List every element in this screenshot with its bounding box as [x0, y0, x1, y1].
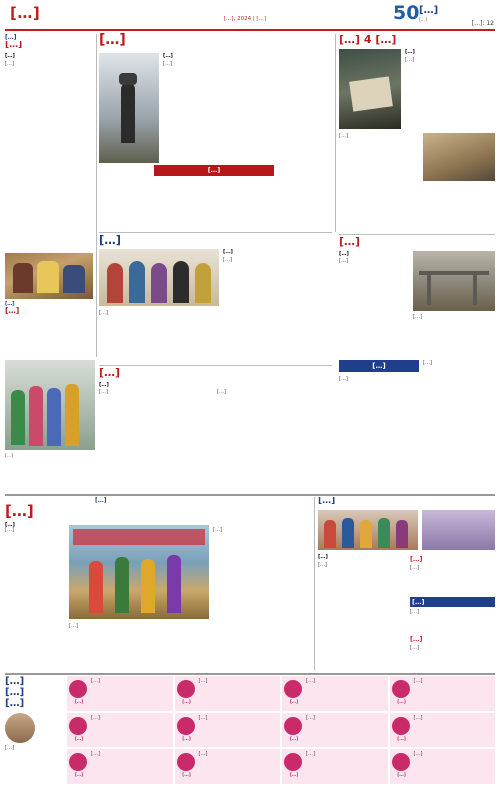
zodiac-icon — [177, 680, 195, 698]
zodiac-icon — [392, 680, 410, 698]
s6-body-2: […] — [217, 389, 226, 395]
zodiac-text: […] — [198, 751, 208, 758]
s7-kicker: […] — [95, 497, 107, 504]
story-top-center — [99, 33, 332, 190]
masthead-rule — [5, 29, 495, 31]
zodiac-text: […] — [198, 678, 208, 684]
brand-tagline: […] — [419, 18, 428, 23]
zodiac-text: […] — [91, 678, 100, 684]
s8-box3-title: […] — [410, 635, 423, 643]
zodiac-name: […] — [74, 700, 84, 705]
story-center-lower — [99, 367, 332, 487]
s3-body: […] — [405, 57, 414, 63]
horoscope-sign — [390, 749, 496, 784]
horoscope-title-1: […] — [5, 676, 25, 687]
s2-byline: […] — [163, 53, 173, 59]
brand-name: […] — [419, 5, 439, 16]
zodiac-name: […] — [289, 773, 299, 779]
s7-byline: […] — [5, 521, 15, 528]
divider — [99, 232, 332, 233]
story-left-column — [5, 34, 93, 357]
s1-headline: […] — [5, 41, 23, 50]
zodiac-name: […] — [74, 736, 84, 742]
story-top-right — [339, 34, 495, 232]
zodiac-icon — [284, 717, 302, 735]
brand-anniversary: 50 — [393, 2, 420, 24]
s5-body: […] — [339, 258, 348, 264]
divider — [96, 34, 97, 357]
zodiac-text: […] — [306, 678, 315, 684]
s7-body-3: […] — [69, 623, 78, 629]
s2-red-banner: […] — [154, 165, 274, 176]
zodiac-text: […] — [91, 714, 100, 721]
zodiac-name: […] — [74, 773, 84, 779]
horoscope-sign — [390, 676, 496, 711]
s5-body-lower: […] — [423, 360, 432, 366]
zodiac-name: […] — [289, 700, 299, 705]
horoscope-author: […] — [5, 745, 14, 751]
s1-kicker: […] — [5, 34, 17, 41]
s8-photo — [318, 510, 418, 550]
horoscope-sign — [67, 713, 173, 748]
horoscope-title-3: […] — [5, 698, 25, 709]
zodiac-icon — [69, 753, 87, 771]
s2-body: […] — [163, 61, 172, 67]
horoscope-sign — [282, 713, 388, 748]
horoscope-grid — [67, 676, 495, 784]
zodiac-icon — [69, 680, 87, 698]
horoscope-sign — [175, 676, 281, 711]
s1-byline: […] — [5, 53, 15, 60]
s2-headline: […] — [99, 33, 126, 48]
s1-photo — [5, 253, 93, 299]
divider — [339, 234, 495, 235]
s4-byline: […] — [223, 249, 233, 255]
s8-headline: […] — [318, 497, 336, 506]
s8-photo-2 — [422, 510, 495, 550]
divider — [335, 34, 336, 232]
s3-photo-2 — [423, 133, 495, 181]
divider — [5, 673, 495, 675]
horoscope-title-2: […] — [5, 687, 25, 698]
s1-sub-headline: […] — [5, 307, 20, 316]
divider — [314, 497, 315, 670]
s5-headline: […] — [339, 236, 361, 248]
s5-inset-body: […] — [339, 376, 348, 382]
s6-byline: […] — [99, 381, 109, 388]
group-photo — [5, 360, 95, 450]
story-mid-center — [99, 234, 332, 362]
s8-byline: […] — [318, 554, 328, 560]
zodiac-text: […] — [413, 714, 423, 721]
s1-body: […] — [5, 61, 14, 68]
s2-photo — [99, 53, 159, 163]
zodiac-icon — [392, 753, 410, 771]
s3-byline: […] — [405, 49, 415, 55]
zodiac-name: […] — [289, 736, 299, 742]
s7-body: […] — [5, 527, 14, 533]
zodiac-name: […] — [182, 700, 191, 705]
s5-inset-title: […] — [339, 360, 419, 372]
horoscope-sign — [390, 713, 496, 748]
side-photo — [5, 360, 95, 488]
zodiac-text: […] — [306, 714, 315, 721]
story-right-mid — [339, 236, 495, 440]
s4-body: […] — [223, 257, 232, 263]
zodiac-name: […] — [182, 736, 191, 742]
s4-headline: […] — [99, 234, 122, 247]
s5-body-right: […] — [413, 314, 422, 320]
zodiac-name: […] — [397, 773, 406, 779]
s5-photo — [413, 251, 495, 311]
s4-body-lower: […] — [99, 310, 108, 316]
horoscope-sign — [282, 749, 388, 784]
horoscope-author-photo — [5, 713, 35, 743]
s8-box2-title: […] — [410, 597, 495, 607]
zodiac-icon — [69, 717, 87, 735]
s3-headline: […] 4 […] — [339, 34, 397, 46]
zodiac-text: […] — [198, 714, 208, 721]
horoscope-sign — [175, 713, 281, 748]
dateline: […], 2024 | […] — [223, 16, 267, 22]
zodiac-icon — [284, 753, 302, 771]
s7-photo — [69, 525, 209, 619]
section-title: […] — [10, 4, 41, 22]
zodiac-icon — [284, 680, 302, 698]
side-photo-caption: […] — [5, 454, 14, 459]
s6-headline: […] — [99, 367, 121, 379]
zodiac-text: […] — [413, 678, 423, 684]
zodiac-name: […] — [182, 773, 191, 779]
s7-body-2: […] — [213, 527, 222, 533]
masthead — [0, 0, 500, 30]
zodiac-icon — [177, 717, 195, 735]
story-bottom-left — [5, 497, 311, 670]
s5-byline: […] — [339, 250, 349, 257]
zodiac-name: […] — [397, 736, 406, 742]
zodiac-icon — [177, 753, 195, 771]
horoscope-title-box — [5, 676, 63, 784]
s8-box3-body: […] — [410, 645, 419, 651]
s6-body: […] — [99, 389, 108, 395]
horoscope-sign — [175, 749, 281, 784]
zodiac-text: […] — [91, 751, 100, 758]
s1-sub-kicker: […] — [5, 301, 15, 308]
page-number: […]: 12 — [471, 20, 494, 27]
s8-box1-body: […] — [410, 565, 419, 571]
story-bottom-right — [318, 497, 495, 670]
divider — [5, 494, 495, 496]
s8-body: […] — [318, 562, 327, 568]
zodiac-text: […] — [413, 751, 423, 758]
s8-box2-body: […] — [410, 609, 419, 615]
divider — [99, 365, 332, 366]
s7-headline: […] — [5, 504, 34, 520]
horoscope-section — [5, 676, 495, 784]
zodiac-icon — [392, 717, 410, 735]
horoscope-sign — [67, 749, 173, 784]
s3-body-cont: […] — [339, 133, 348, 139]
s8-box1-title: […] — [410, 555, 423, 563]
zodiac-text: […] — [306, 751, 315, 758]
horoscope-sign — [67, 676, 173, 711]
s3-photo — [339, 49, 401, 129]
s4-photo — [99, 249, 219, 306]
zodiac-name: […] — [397, 700, 406, 705]
horoscope-sign — [282, 676, 388, 711]
